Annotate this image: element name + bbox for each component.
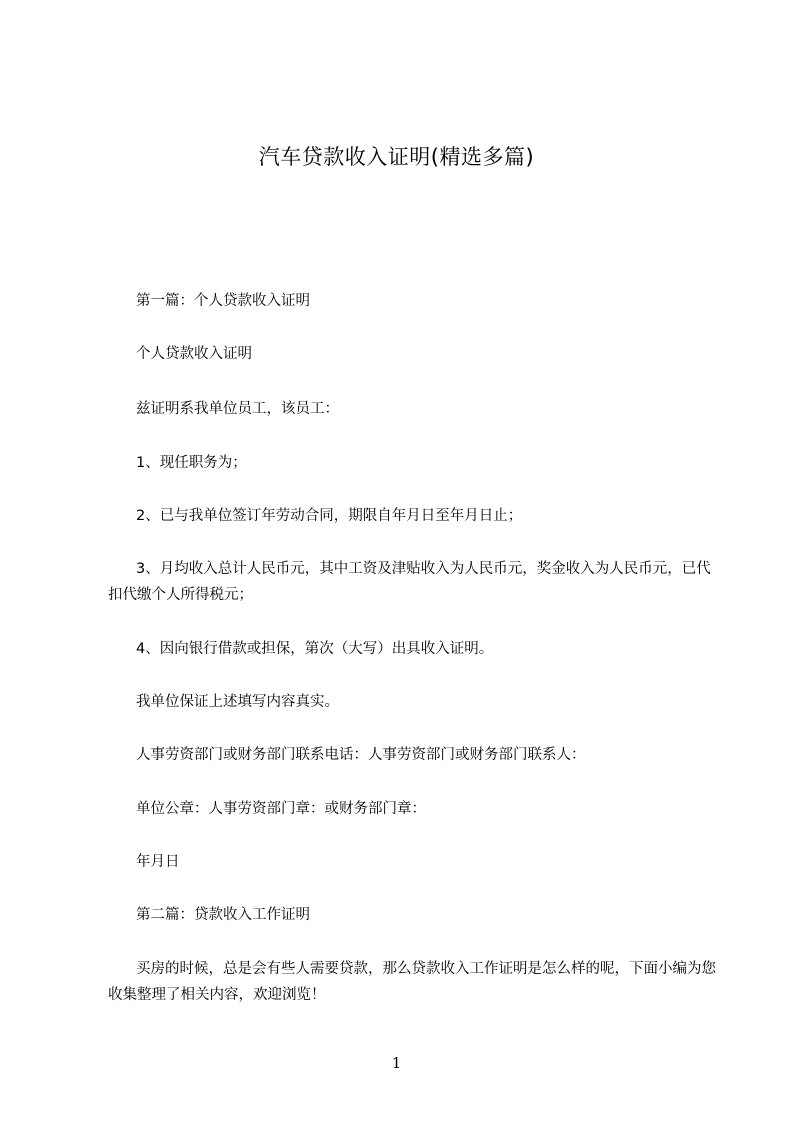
paragraph-item-3: 3、月均收入总计人民币元，其中工资及津贴收入为人民币元，奖金收入为人民币元，已代扣代缴个人所得税元； bbox=[108, 561, 711, 603]
paragraph-section-2-body: 买房的时候，总是会有些人需要贷款，那么贷款收入工作证明是怎么样的呢，下面小编为您收集整理了相关内容，欢迎浏览！ bbox=[108, 961, 716, 1003]
paragraph-guarantee: 我单位保证上述填写内容真实。 bbox=[136, 694, 339, 710]
paragraph-section-1-heading: 第一篇：个人贷款收入证明 bbox=[136, 293, 310, 309]
paragraph-item-4: 4、因向银行借款或担保，第次（大写）出具收入证明。 bbox=[136, 641, 494, 657]
page-number: 1 bbox=[391, 1054, 402, 1072]
paragraph-section-2-heading: 第二篇：贷款收入工作证明 bbox=[136, 907, 310, 923]
paragraph-item-2: 2、已与我单位签订年劳动合同，期限自年月日至年月日止； bbox=[136, 508, 523, 524]
document-title: 汽车贷款收入证明(精选多篇) bbox=[258, 145, 535, 169]
paragraph-contact: 人事劳资部门或财务部门联系电话：人事劳资部门或财务部门联系人： bbox=[136, 747, 586, 763]
paragraph-date: 年月日 bbox=[136, 854, 180, 870]
paragraph-item-1: 1、现任职务为； bbox=[136, 455, 247, 471]
paragraph-seals: 单位公章：人事劳资部门章：或财务部门章： bbox=[136, 801, 426, 817]
paragraph-intro: 兹证明系我单位员工，该员工： bbox=[136, 401, 339, 417]
paragraph-subtitle: 个人贷款收入证明 bbox=[136, 346, 252, 362]
